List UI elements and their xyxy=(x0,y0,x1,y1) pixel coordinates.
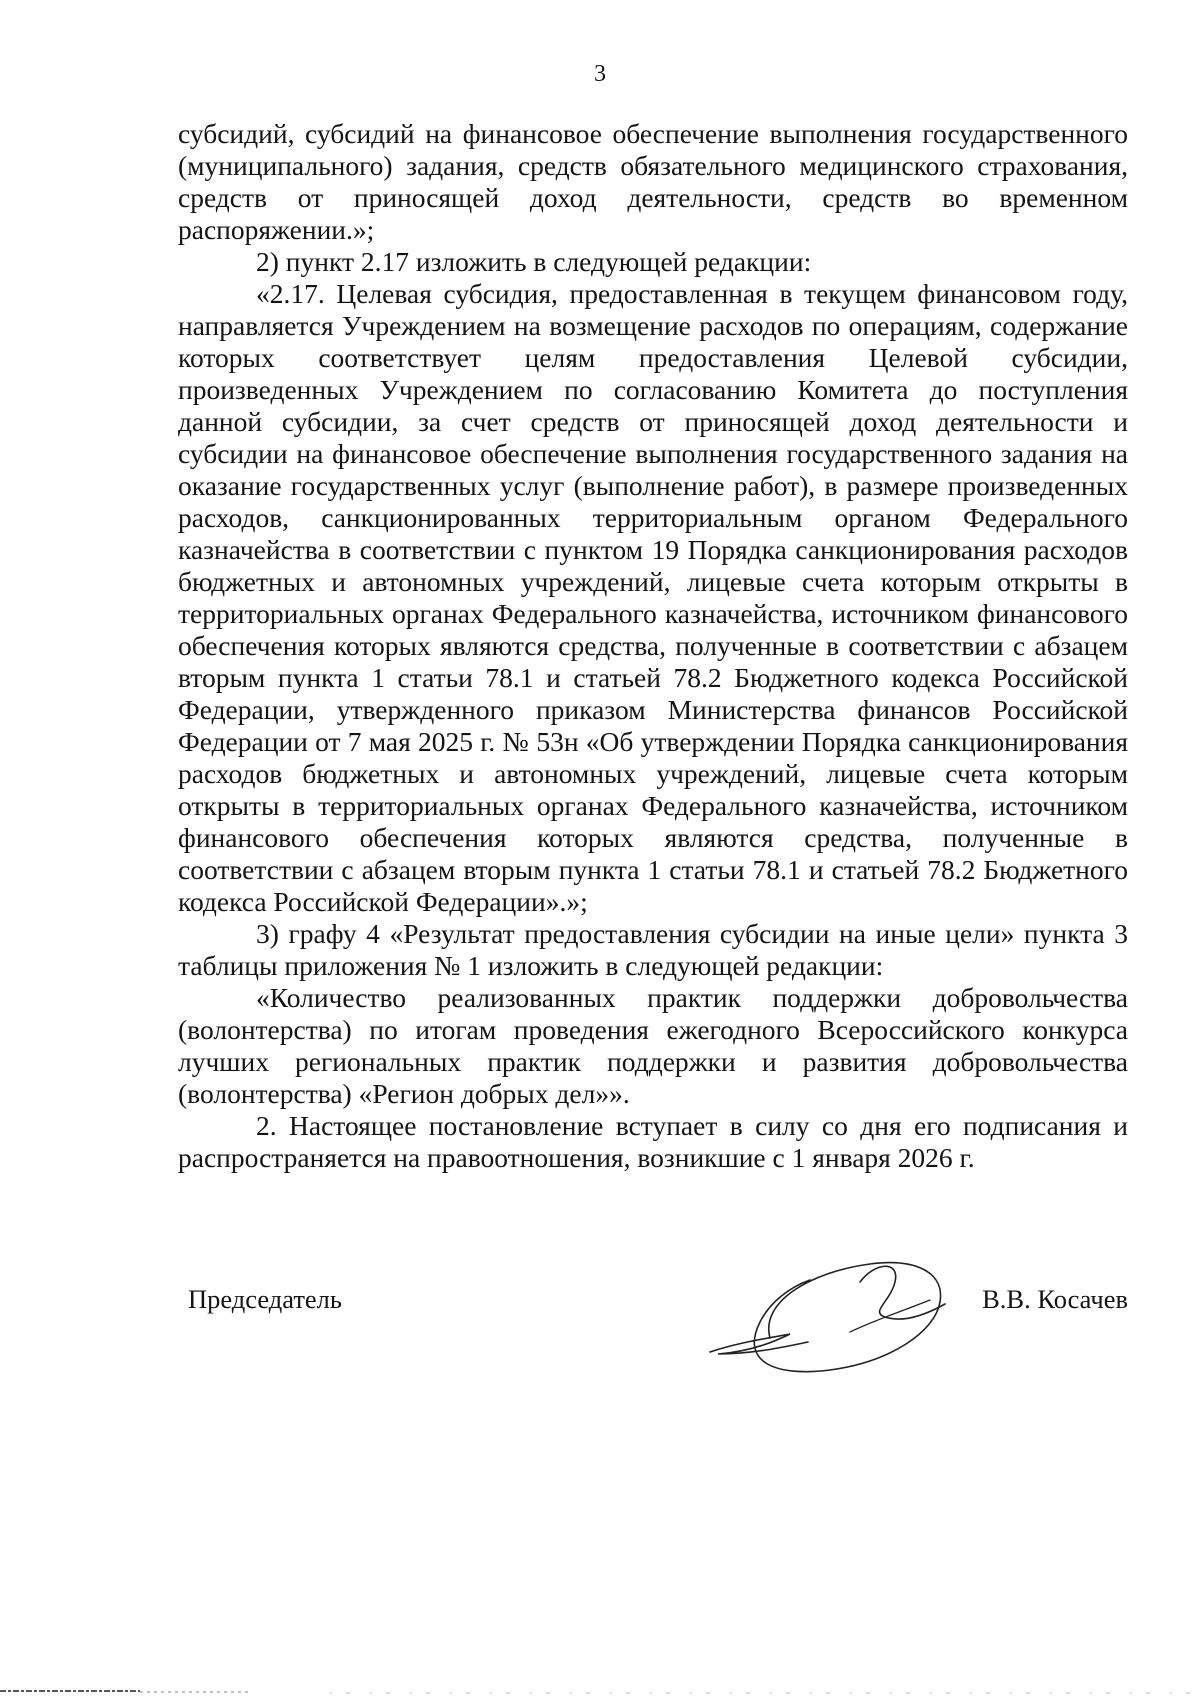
scan-edge-noise xyxy=(0,1688,1200,1698)
handwritten-signature xyxy=(700,1242,990,1382)
page-number: 3 xyxy=(594,61,606,87)
paragraph-result-wording: «Количество реализованных практик поддержки добровольчества (волонтерства) по итогам проведения ежегодного Всероссийского конкурса лучших региональных практик поддержки и развития добровольчества (волонтерства) «Регион добрых дел»». xyxy=(178,982,1128,1109)
paragraph-clause-2-17: «2.17. Целевая субсидия, предоставленная в текущем финансовом году, направляется Учреждением на возмещение расходов по операциям, содержание которых соответствует целям предоставления Целевой субсидии, произведенных Учреждением по согласованию Комитета до поступления данной субсидии, за счет средств от приносящей доход деятельности и субсидии на финансовое обеспечение выполнения государственного задания на оказание государственных услуг (выполнение работ), в размере произведенных расходов, санкционированных территориальным органом Федерального казначейства в соответствии с пунктом 19 Порядка санкционирования расходов бюджетных и автономных учреждений, лицевые счета которым открыты в территориальных органах Федерального казначейства, источником финансового обеспечения которых являются средства, полученные в соответствии с абзацем вторым пункта 1 статьи 78.1 и статьей 78.2 Бюджетного кодекса Российской Федерации, утвержденного приказом Министерства финансов Российской Федерации от 7 мая 2025 г. № 53н «Об утверждении Порядка санкционирования расходов бюджетных и автономных учреждений, лицевые счета которым открыты в территориальных органах Федерального казначейства, источником финансового обеспечения которых являются средства, полученные в соответствии с абзацем вторым пункта 1 статьи 78.1 и статьей 78.2 Бюджетного кодекса Российской Федерации».»; xyxy=(178,278,1128,917)
document-body xyxy=(178,118,1128,1174)
paragraph-item-2: 2) пункт 2.17 изложить в следующей редакции: xyxy=(256,246,812,277)
paragraph-subsidies-end: субсидий, субсидий на финансовое обеспечение выполнения государственного (муниципального) задания, средств обязательного медицинского страхования, средств от приносящей доход деятельности, средств во временном распоряжении.»; xyxy=(178,118,1128,245)
paragraph-entry-into-force: 2. Настоящее постановление вступает в силу со дня его подписания и распространяется на правоотношения, возникшие с 1 января 2026 г. xyxy=(178,1110,1128,1173)
paragraph-item-3: 3) графу 4 «Результат предоставления субсидии на иные цели» пункта 3 таблицы приложения № 1 изложить в следующей редакции: xyxy=(178,918,1128,981)
signer-title: Председатель xyxy=(188,1284,342,1314)
signer-name: В.В. Косачев xyxy=(982,1284,1128,1314)
